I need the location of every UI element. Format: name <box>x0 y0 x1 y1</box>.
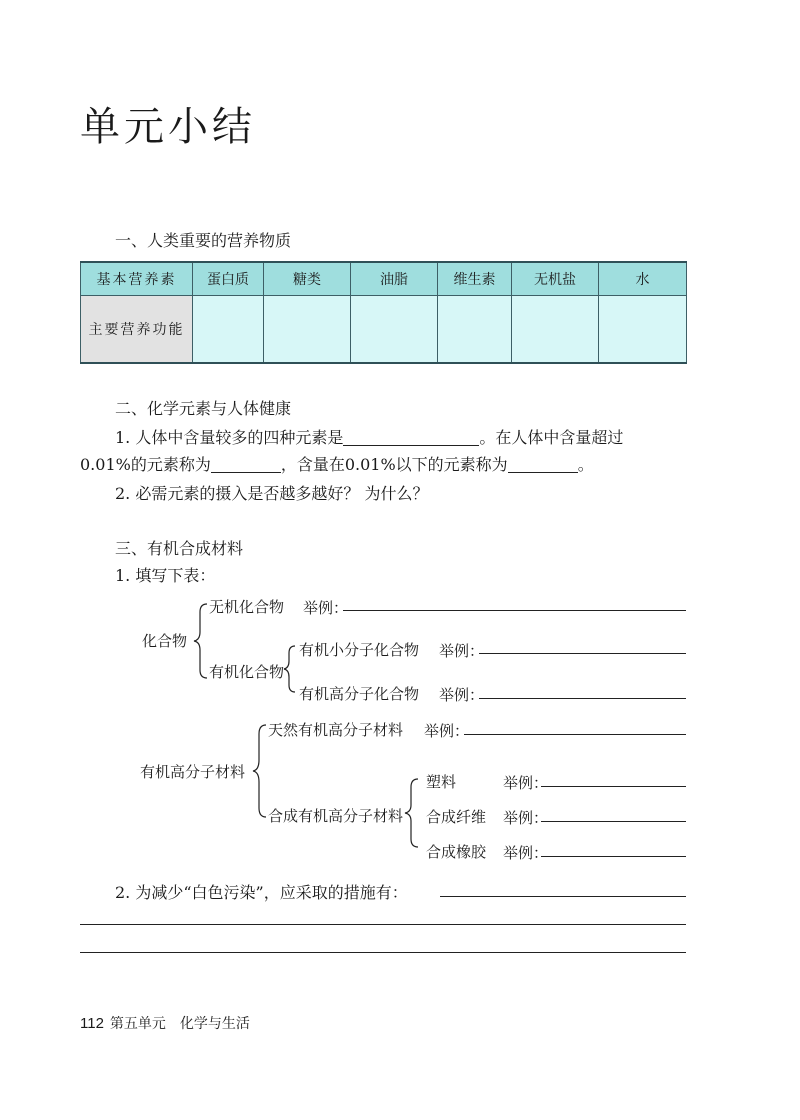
answer-line[interactable] <box>479 698 686 699</box>
answer-line[interactable] <box>80 952 686 953</box>
table-header-cell: 维生素 <box>438 262 512 296</box>
table-header-cell: 油脂 <box>351 262 438 296</box>
question-text: ，含量在0.01%以下的元素称为 <box>280 455 508 474</box>
synthetic-rubber: 合成橡胶 <box>426 843 487 861</box>
compound-root: 化合物 <box>142 632 188 650</box>
plastic: 塑料 <box>426 773 457 791</box>
brace-organic-compound <box>284 646 295 692</box>
answer-line[interactable] <box>80 924 686 925</box>
organic-compound: 有机化合物 <box>209 663 285 681</box>
brace-synthetic <box>405 779 418 847</box>
answer-line[interactable] <box>541 856 686 857</box>
table-header-cell: 蛋白质 <box>193 262 264 296</box>
section1-heading: 一、人类重要的营养物质 <box>115 231 292 250</box>
question-3-2: 2. 为减少“白色污染”，应采取的措施有： <box>115 883 408 902</box>
question-text: 。在人体中含量超过 <box>479 428 624 447</box>
question-text: 0.01%的元素称为 <box>80 455 211 474</box>
table-row-label: 主要营养功能 <box>81 296 193 364</box>
page-number: 112 <box>80 1015 104 1032</box>
table-header-cell: 水 <box>599 262 687 296</box>
example-label: 举例： <box>503 809 549 827</box>
example-label: 举例： <box>439 686 485 704</box>
example-label: 举例： <box>503 774 549 792</box>
synthetic-fiber: 合成纤维 <box>426 808 487 826</box>
example-label: 举例： <box>303 599 349 617</box>
polymer-compound: 有机高分子化合物 <box>299 685 420 703</box>
brace-material <box>253 725 266 817</box>
answer-line[interactable] <box>479 653 686 654</box>
section2-heading: 二、化学元素与人体健康 <box>115 399 292 418</box>
small-molecule-compound: 有机小分子化合物 <box>299 641 420 659</box>
material-root: 有机高分子材料 <box>140 763 246 781</box>
example-label: 举例： <box>439 642 485 660</box>
page-title: 单元小结 <box>80 104 256 150</box>
table-header-cell: 无机盐 <box>512 262 599 296</box>
question-3-1: 1. 填写下表： <box>115 566 216 585</box>
table-header-cell: 糖类 <box>264 262 351 296</box>
example-label: 举例： <box>424 722 470 740</box>
footer <box>80 1013 250 1033</box>
natural-polymer-material: 天然有机高分子材料 <box>268 721 404 739</box>
inorganic-compound: 无机化合物 <box>209 598 285 616</box>
brace-compound <box>194 604 207 678</box>
section3-heading: 三、有机合成材料 <box>115 539 244 558</box>
answer-line[interactable] <box>464 734 686 735</box>
example-label: 举例： <box>503 844 549 862</box>
question-2-2: 2. 必需元素的摄入是否越多越好？ 为什么？ <box>115 484 429 503</box>
table-header-label: 基本营养素 <box>81 262 193 296</box>
question-text: 。 <box>577 455 594 474</box>
answer-line[interactable] <box>440 896 686 897</box>
answer-line[interactable] <box>541 786 686 787</box>
unit-title: 第五单元 化学与生活 <box>109 1016 250 1032</box>
answer-line[interactable] <box>343 610 686 611</box>
synthetic-polymer-material: 合成有机高分子材料 <box>268 807 404 825</box>
answer-line[interactable] <box>541 821 686 822</box>
question-text: 1. 人体中含量较多的四种元素是 <box>115 428 344 447</box>
